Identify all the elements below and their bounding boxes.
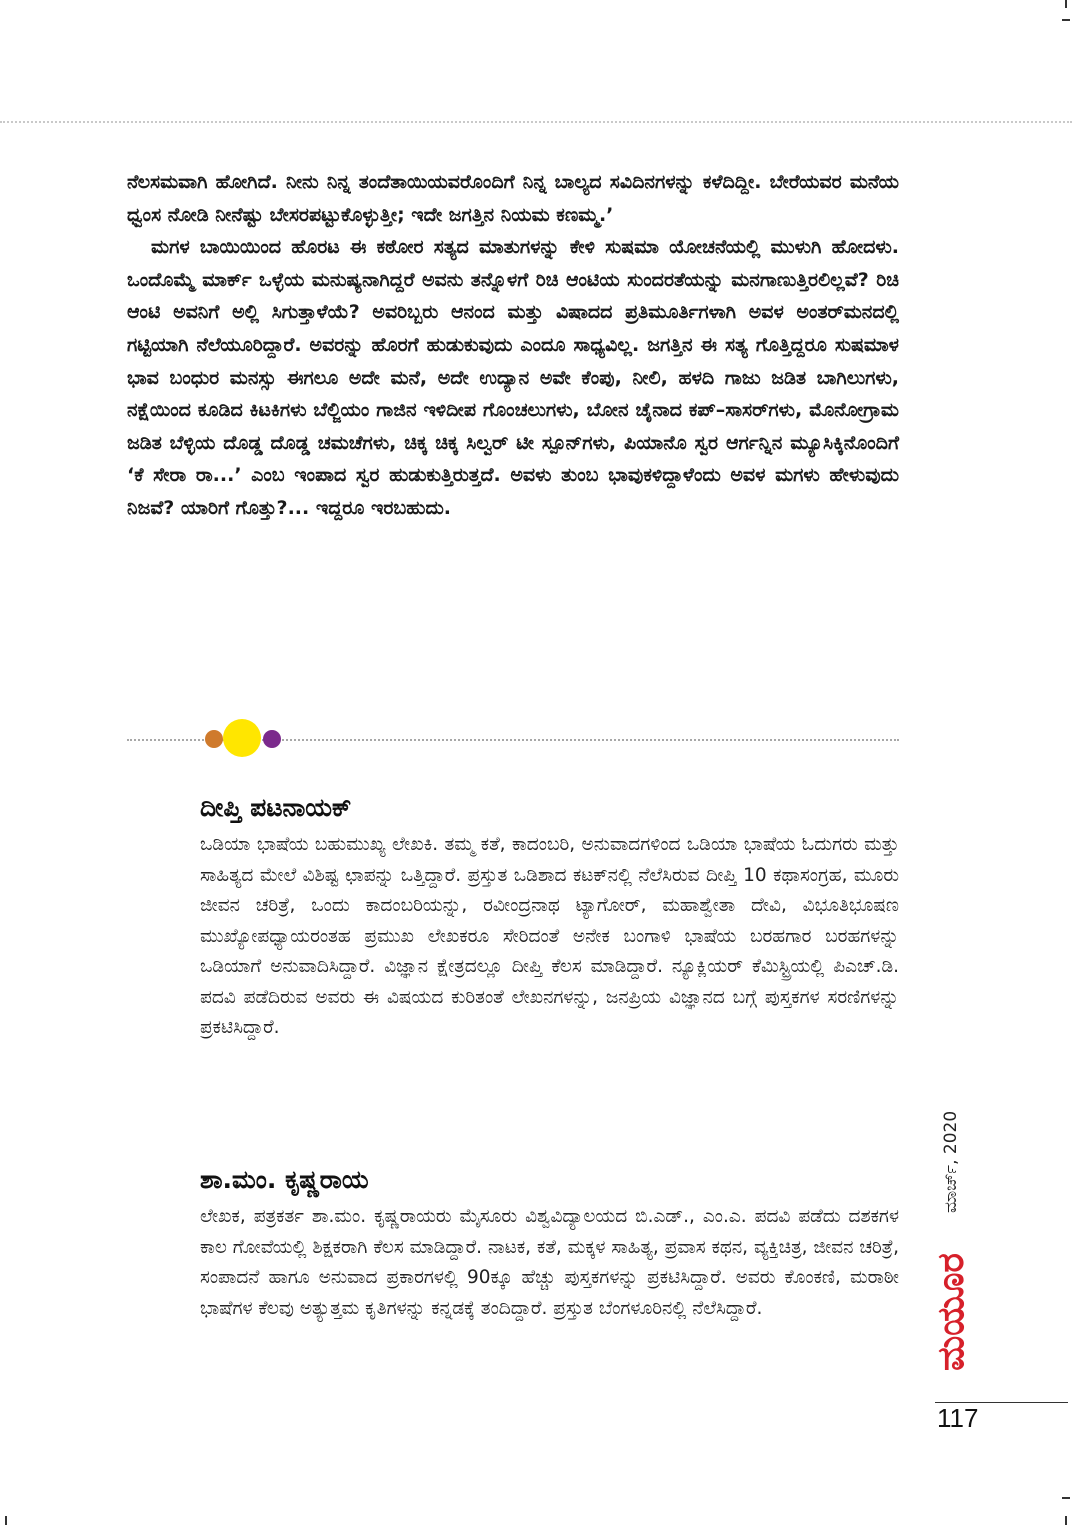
crop-mark-bottom-right bbox=[1065, 1516, 1067, 1525]
crop-mark-top-side bbox=[1062, 19, 1070, 21]
purple-dot bbox=[263, 730, 281, 748]
magazine-logo: ಮಯೂರ bbox=[929, 1253, 972, 1372]
story-continuation bbox=[127, 166, 899, 525]
translator-bio-text: ಲೇಖಕ, ಪತ್ರಕರ್ತ ಶಾ.ಮಂ. ಕೃಷ್ಣರಾಯರು ಮೈಸೂರು ವಿಶ್ವವಿದ್ಯಾಲಯದ ಬಿ.ಎಡ್., ಎಂ.ಎ. ಪದವಿ ಪಡೆದು ದಶಕಗಳ ಕಾಲ ಗೋವೆಯಲ್ಲಿ ಶಿಕ್ಷಕರಾಗಿ ಕೆಲಸ ಮಾಡಿದ್ದಾರೆ. ನಾಟಕ, ಕತೆ, ಮಕ್ಕಳ ಸಾಹಿತ್ಯ, ಪ್ರವಾಸ ಕಥನ, ವ್ಯಕ್ತಿಚಿತ್ರ, ಜೀವನ ಚರಿತ್ರೆ, ಸಂಪಾದನೆ ಹಾಗೂ ಅನುವಾದ ಪ್ರಕಾರಗಳಲ್ಲಿ 90ಕ್ಕೂ ಹೆಚ್ಚು ಪುಸ್ತಕಗಳನ್ನು ಪ್ರಕಟಿಸಿದ್ದಾರೆ. ಅವರು ಕೊಂಕಣಿ, ಮರಾಠೀ ಭಾಷೆಗಳ ಕೆಲವು ಅತ್ಯುತ್ತಮ ಕೃತಿಗಳನ್ನು ಕನ್ನಡಕ್ಕೆ ತಂದಿದ್ದಾರೆ. ಪ್ರಸ್ತುತ ಬೆಂಗಳೂರಿನಲ್ಲಿ ನೆಲೆಸಿದ್ದಾರೆ. bbox=[200, 1206, 899, 1319]
orange-dot bbox=[205, 730, 223, 748]
translator-name: ಶಾ.ಮಂ. ಕೃಷ್ಣರಾಯ bbox=[200, 1165, 369, 1194]
author-bio bbox=[200, 788, 899, 1044]
section-divider bbox=[127, 737, 899, 741]
crop-mark-bottom-left bbox=[5, 1516, 7, 1525]
author-bio-text: ಒಡಿಯಾ ಭಾಷೆಯ ಬಹುಮುಖ್ಯ ಲೇಖಕಿ. ತಮ್ಮ ಕತೆ, ಕಾದಂಬರಿ, ಅನುವಾದಗಳಿಂದ ಒಡಿಯಾ ಭಾಷೆಯ ಓದುಗರು ಮತ್ತು ಸಾಹಿತ್ಯದ ಮೇಲೆ ವಿಶಿಷ್ಟ ಛಾಪನ್ನು ಒತ್ತಿದ್ದಾರೆ. ಪ್ರಸ್ತುತ ಒಡಿಶಾದ ಕಟಕ್‌ನಲ್ಲಿ ನೆಲೆಸಿರುವ ದೀಪ್ತಿ 10 ಕಥಾಸಂಗ್ರಹ, ಮೂರು ಜೀವನ ಚರಿತ್ರೆ, ಒಂದು ಕಾದಂಬರಿಯನ್ನು, ರವೀಂದ್ರನಾಥ ಟ್ಯಾಗೋರ್, ಮಹಾಶ್ವೇತಾ ದೇವಿ, ವಿಭೂತಿಭೂಷಣ ಮುಖ್ಯೋಪಧ್ಯಾಯರಂತಹ ಪ್ರಮುಖ ಲೇಖಕರೂ ಸೇರಿದಂತೆ ಅನೇಕ ಬಂಗಾಳಿ ಭಾಷೆಯ ಬರಹಗಾರ ಬರಹಗಳನ್ನು ಒಡಿಯಾಗೆ ಅನುವಾದಿಸಿದ್ದಾರೆ. ವಿಜ್ಞಾನ ಕ್ಷೇತ್ರದಲ್ಲೂ ದೀಪ್ತಿ ಕೆಲಸ ಮಾಡಿದ್ದಾರೆ. ನ್ಯೂಕ್ಲಿಯರ್ ಕೆಮಿಸ್ಟ್ರಿಯಲ್ಲಿ ಪಿಎಚ್.ಡಿ. ಪದವಿ ಪಡೆದಿರುವ ಅವರು ಈ ವಿಷಯದ ಕುರಿತಂತೆ ಲೇಖನಗಳನ್ನು, ಜನಪ್ರಿಯ ವಿಜ್ಞಾನದ ಬಗ್ಗೆ ಪುಸ್ತಕಗಳ ಸರಣಿಗಳನ್ನು ಪ್ರಕಟಿಸಿದ್ದಾರೆ. bbox=[200, 834, 899, 1038]
story-paragraph: ಮಗಳ ಬಾಯಿಯಿಂದ ಹೊರಟ ಈ ಕಠೋರ ಸತ್ಯದ ಮಾತುಗಳನ್ನು ಕೇಳಿ ಸುಷಮಾ ಯೋಚನೆಯಲ್ಲಿ ಮುಳುಗಿ ಹೋದಳು. ಒಂದೊಮ್ಮೆ ಮಾರ್ಕ್ ಒಳ್ಳೆಯ ಮನುಷ್ಯನಾಗಿದ್ದರೆ ಅವನು ತನ್ನೊಳಗೆ ರಿಚಿ ಆಂಟಿಯ ಸುಂದರತೆಯನ್ನು ಮನಗಾಣುತ್ತಿರಲಿಲ್ಲವೆ? ರಿಚಿ ಆಂಟಿ ಅವನಿಗೆ ಅಲ್ಲಿ ಸಿಗುತ್ತಾಳೆಯೆ? ಅವರಿಬ್ಬರು ಆನಂದ ಮತ್ತು ವಿಷಾದದ ಪ್ರತಿಮೂರ್ತಿಗಳಾಗಿ ಅವಳ ಅಂತರ್‌ಮನದಲ್ಲಿ ಗಟ್ಟಿಯಾಗಿ ನೆಲೆಯೂರಿದ್ದಾರೆ. ಅವರನ್ನು ಹೊರಗೆ ಹುಡುಕುವುದು ಎಂದೂ ಸಾಧ್ಯವಿಲ್ಲ. ಜಗತ್ತಿನ ಈ ಸತ್ಯ ಗೊತ್ತಿದ್ದರೂ ಸುಷಮಾಳ ಭಾವ ಬಂಧುರ ಮನಸ್ಸು ಈಗಲೂ ಅದೇ ಮನೆ, ಅದೇ ಉದ್ಯಾನ ಅವೇ ಕೆಂಪು, ನೀಲಿ, ಹಳದಿ ಗಾಜು ಜಡಿತ ಬಾಗಿಲುಗಳು, ನಕ್ಷೆಯಿಂದ ಕೂಡಿದ ಕಿಟಕಿಗಳು ಬೆಲ್ಜಿಯಂ ಗಾಜಿನ ಇಳಿದೀಪ ಗೊಂಚಲುಗಳು, ಬೋನ ಚೈನಾದ ಕಪ್–ಸಾಸರ್‌ಗಳು, ಮೊನೋಗ್ರಾಮ ಜಡಿತ ಬೆಳ್ಳಿಯ ದೊಡ್ಡ ದೊಡ್ಡ ಚಮಚೆಗಳು, ಚಿಕ್ಕ ಚಿಕ್ಕ ಸಿಲ್ವರ್ ಟೀ ಸ್ಪೂನ್‌ಗಳು, ಪಿಯಾನೊ ಸ್ವರ ಆರ್ಗನ್ನಿನ ಮ್ಯೂಸಿಕ್ಕಿನೊಂದಿಗೆ ‘ಕೆ ಸೇರಾ ರಾ...’ ಎಂಬ ಇಂಪಾದ ಸ್ವರ ಹುಡುಕುತ್ತಿರುತ್ತದೆ. ಅವಳು ತುಂಬ ಭಾವುಕಳಿದ್ದಾಳೆಂದು ಅವಳ ಮಗಳು ಹೇಳುವುದು ನಿಜವೆ? ಯಾರಿಗೆ ಗೊತ್ತು?... ಇದ್ದರೂ ಇರಬಹುದು. bbox=[127, 236, 899, 519]
translator-bio bbox=[200, 1160, 899, 1324]
crop-mark-top bbox=[1065, 0, 1067, 8]
header-dotted-rule bbox=[0, 121, 1072, 123]
crop-mark-bottom-side bbox=[1062, 1497, 1070, 1499]
story-paragraph: ನೆಲಸಮವಾಗಿ ಹೋಗಿದೆ. ನೀನು ನಿನ್ನ ತಂದೆತಾಯಿಯವರೊಂದಿಗೆ ನಿನ್ನ ಬಾಲ್ಯದ ಸವಿದಿನಗಳನ್ನು ಕಳೆದಿದ್ದೀ. ಬೇರೆಯವರ ಮನೆಯ ಧ್ವಂಸ ನೋಡಿ ನೀನೆಷ್ಟು ಬೇಸರಪಟ್ಟುಕೊಳ್ಳುತ್ತೀ; ಇದೇ ಜಗತ್ತಿನ ನಿಯಮ ಕಣಮ್ಮ.’ bbox=[127, 171, 899, 226]
issue-date: ಮಾರ್ಚ್, 2020 bbox=[941, 1110, 961, 1213]
author-name: ದೀಪ್ತಿ ಪಟನಾಯಕ್ bbox=[200, 793, 352, 822]
page-number: 117 bbox=[937, 1403, 979, 1433]
yellow-dot bbox=[223, 719, 261, 757]
